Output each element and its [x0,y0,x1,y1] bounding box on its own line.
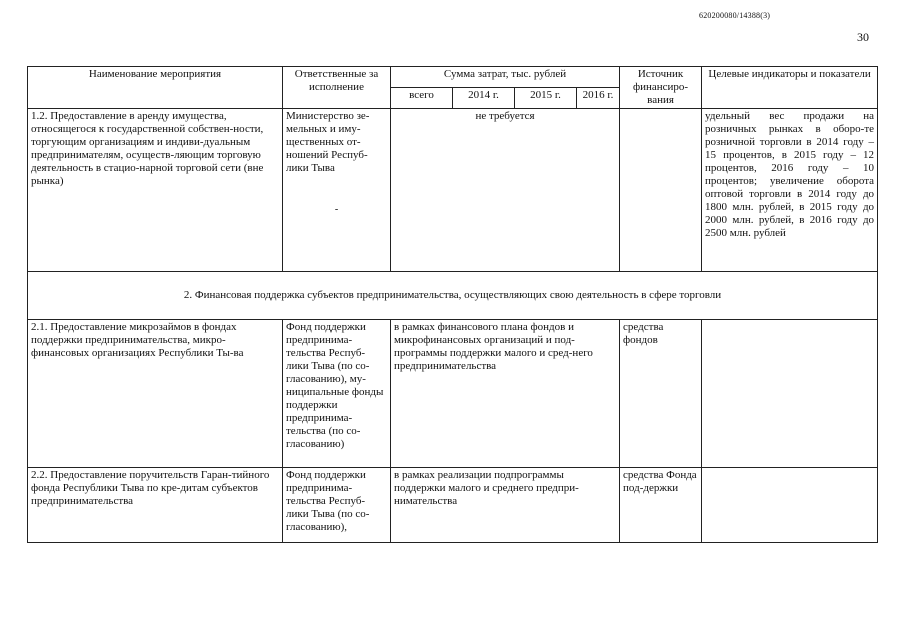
section-row [28,272,878,320]
row-1-2-indicators: удельный вес продажи на розничных рынках в оборо-те розничной торговли в 2014 году – 15 процентов, в 2015 году – 12 процентов, 2016 году – 10 процентов; увеличение оборота оптовой торговли в 2014 году до 1800 млн. рублей, в 2015 году до 2000 млн. рублей, в 2016 году до 2500 млн. рублей [702,109,878,272]
table-row [28,109,878,272]
row-2-1-responsible: Фонд поддержки предпринима-тельства Респуб-лики Тыва (по со-гласованию), му-ниципальные фонды поддержки предпринима-тельства (по со-гласованию) [283,320,391,468]
header-row [28,67,878,88]
row-2-2-responsible: Фонд поддержки предпринима-тельства Респуб-лики Тыва (по со-гласованию), [283,468,391,543]
row-2-1-cost: в рамках финансового плана фондов и микрофинансовых организаций и под-программы поддержки малого и сред-него предпринимательства [391,320,620,468]
document-id: 620200080/14388(3) [699,11,771,20]
header-responsible: Ответственные за исполнение [283,67,391,109]
table-row [28,468,878,543]
page-number: 30 [857,30,869,44]
row-2-1-indicators [702,320,878,468]
row-1-2-responsible-text: Министерство зе-мельных и иму-щественных от-ношений Респуб-лики Тыва [286,110,370,174]
header-source: Источник финансиро-вания [620,67,702,109]
table-row [28,320,878,468]
measures-table [27,66,878,543]
row-1-2-source [620,109,702,272]
row-1-2-cost: не требуется [391,109,620,272]
header-total: всего [391,88,453,109]
section-2-title: 2. Финансовая поддержка субъектов предпринимательства, осуществляющих свою деятельность в сфере торговли [28,272,878,320]
header-cost: Сумма затрат, тыс. рублей [391,67,620,88]
row-2-2-name: 2.2. Предоставление поручительств Гаран-тийного фонда Республики Тыва по кре-дитам субъектов предпринимательства [28,468,283,543]
header-2014: 2014 г. [453,88,515,109]
header-2015: 2015 г. [515,88,577,109]
row-1-2-name: 1.2. Предоставление в аренду имущества, относящегося к государственной собствен-ности, торгующим организациям и индиви-дуальным предпринимателям, осуществ-ляющим торговую деятельность в стацио-нарной торговой сети (вне рынка) [28,109,283,272]
row-1-2-mark: - [334,204,339,215]
header-name: Наименование мероприятия [28,67,283,109]
row-2-1-source: средства фондов [620,320,702,468]
header-indicators: Целевые индикаторы и показатели [702,67,878,109]
row-2-1-name: 2.1. Предоставление микрозаймов в фондах поддержки предпринимательства, микро-финансовых организациях Республики Ты-ва [28,320,283,468]
row-1-2-responsible [283,109,391,272]
row-2-2-indicators [702,468,878,543]
row-2-2-source: средства Фонда под-держки [620,468,702,543]
header-2016: 2016 г. [577,88,620,109]
row-2-2-cost: в рамках реализации подпрограммы поддержки малого и среднего предпри-нимательства [391,468,620,543]
